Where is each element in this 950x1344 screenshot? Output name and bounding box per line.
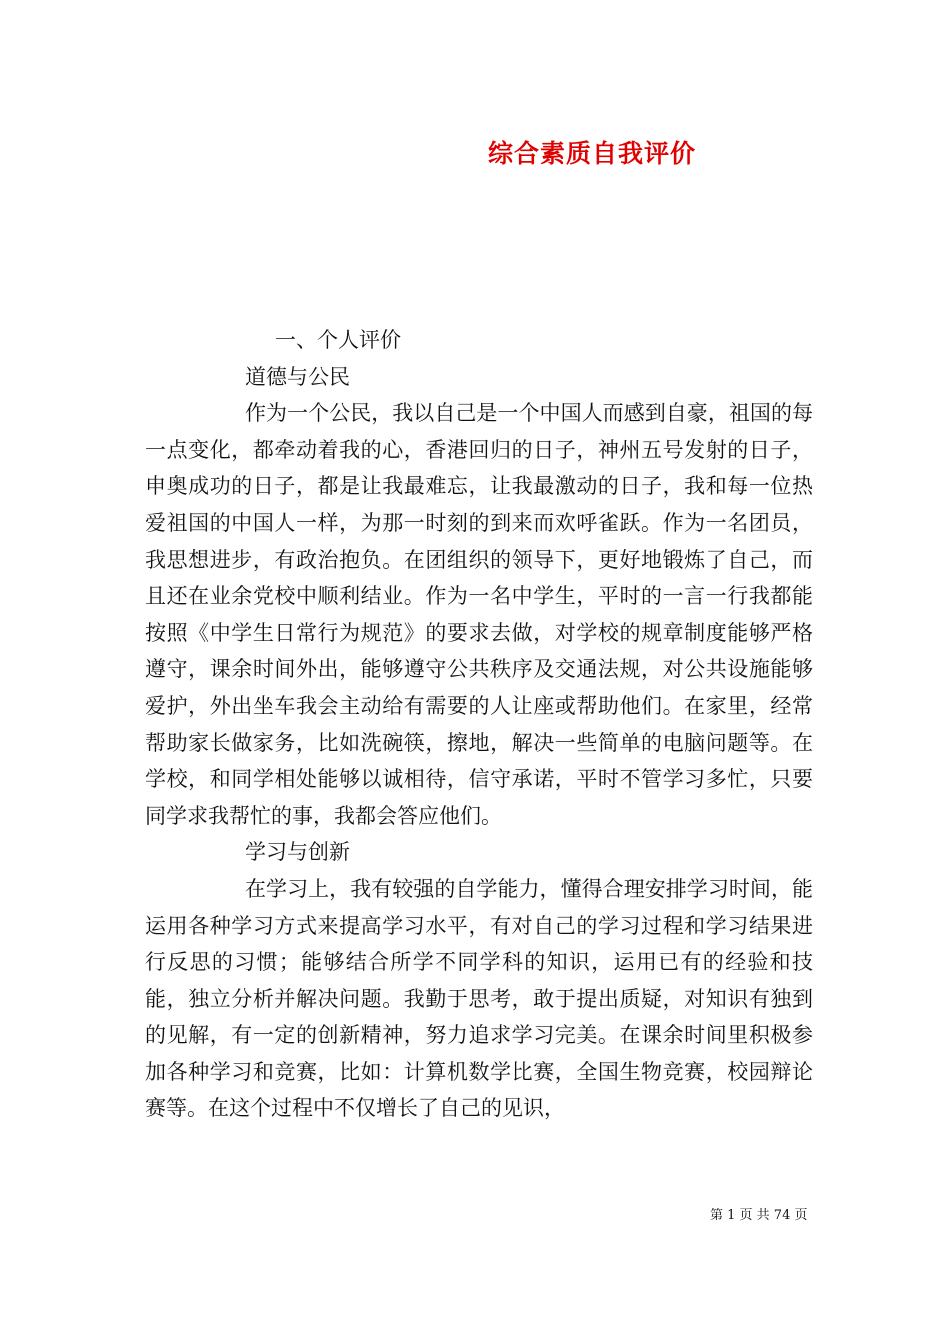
document-body bbox=[145, 322, 813, 1127]
subsection-heading-learning: 学习与创新 bbox=[245, 840, 350, 865]
page-number-footer: 第 1 页 共 74 页 bbox=[710, 1208, 808, 1223]
document-title: 综合素质自我评价 bbox=[488, 139, 697, 168]
paragraph-learning: 在学习上，我有较强的自学能力，懂得合理安排学习时间，能运用各种学习方式来提高学习水平，有对自己的学习过程和学习结果进行反思的习惯；能够结合所学不同学科的知识，运用已有的经验和技能，独立分析并解决问题。我勤于思考，敢于提出质疑，对知识有独到的见解，有一定的创新精神，努力追求学习完美。在课余时间里积极参加各种学习和竞赛，比如：计算机数学比赛，全国生物竞赛，校园辩论赛等。在这个过程中不仅增长了自己的见识， bbox=[145, 876, 813, 1121]
section-heading: 一、个人评价 bbox=[275, 328, 401, 352]
subsection-heading-morality: 道德与公民 bbox=[245, 364, 350, 389]
paragraph-morality: 作为一个公民，我以自己是一个中国人而感到自豪，祖国的每一点变化，都牵动着我的心，香港回归的日子，神州五号发射的日子，申奥成功的日子，都是让我最难忘，让我最激动的日子，我和每一位热爱祖国的中国人一样，为那一时刻的到来而欢呼雀跃。作为一名团员，我思想进步，有政治抱负。在团组织的领导下，更好地锻炼了自己，而且还在业余党校中顺利结业。作为一名中学生，平时的一言一行我都能按照《中学生日常行为规范》的要求去做，对学校的规章制度能够严格遵守，课余时间外出，能够遵守公共秩序及交通法规，对公共设施能够爱护，外出坐车我会主动给有需要的人让座或帮助他们。在家里，经常帮助家长做家务，比如洗碗筷，擦地，解决一些简单的电脑问题等。在学校，和同学相处能够以诚相待，信守承诺，平时不管学习多忙，只要同学求我帮忙的事，我都会答应他们。 bbox=[145, 401, 813, 828]
